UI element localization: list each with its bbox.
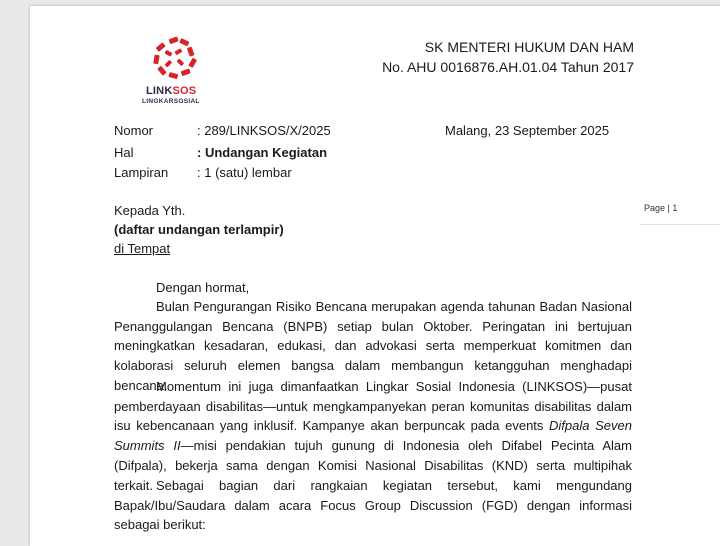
logo-name: LINKSOS: [146, 85, 197, 97]
recipient-greeting: Kepada Yth.: [114, 203, 186, 218]
lampiran-label: Lampiran: [114, 165, 169, 180]
recipient-list: (daftar undangan terlampir): [114, 222, 284, 237]
paragraph-1: Bulan Pengurangan Risiko Bencana merupakan agenda tahunan Badan Nasional Penanggulangan Bencana (BNPB) setiap bulan Oktober. Peringatan ini bertujuan meningkatkan kesadaran, edukasi, dan advokasi serta memperkuat komitmen dan kolaborasi seluruh elemen bangsa dalam membangun ketangguhan menghadapi bencana.: [114, 299, 632, 393]
page-number-indicator: Page | 1: [640, 198, 720, 225]
logo-tagline: LINGKARSOSIAL: [142, 98, 200, 105]
event-name: Difpala Seven Summits II: [114, 418, 632, 454]
header-line-2: No. AHU 0016876.AH.01.04 Tahun 2017: [382, 59, 634, 75]
salutation: Dengan hormat,: [156, 280, 250, 295]
nomor-value: : 289/LINKSOS/X/2025: [197, 123, 331, 138]
letter-date: Malang, 23 September 2025: [445, 123, 610, 138]
letter-page: [30, 6, 720, 546]
recipient-place: di Tempat: [114, 241, 171, 256]
paragraph-3: Sebagai bagian dari rangkaian kegiatan tersebut, kami mengundang Bapak/Ibu/Saudara dalam acara Focus Group Discussion (FGD) dengan informasi sebagai berikut:: [114, 478, 632, 533]
hal-value: : Undangan Kegiatan: [197, 145, 328, 160]
linksos-logo-icon: [145, 36, 205, 84]
header-line-1: SK MENTERI HUKUM DAN HAM: [424, 39, 634, 55]
lampiran-value: : 1 (satu) lembar: [197, 165, 292, 180]
paragraph-2: Momentum ini juga dimanfaatkan Lingkar Sosial Indonesia (LINKSOS)—pusat pemberdayaan disabilitas—untuk mengkampanyekan peran komunitas disabilitas dalam isu kebencanaan yang inklusif. Kampanye akan berpuncak pada events Difpala Seven Summits II—misi pendakian tujuh gunung di Indonesia oleh Difabel Pecinta Alam (Difpala), bekerja sama dengan Komisi Nasional Disabilitas (KND) serta multipihak terkait.: [114, 379, 632, 493]
hal-label: Hal: [114, 145, 134, 160]
nomor-label: Nomor: [114, 123, 154, 138]
